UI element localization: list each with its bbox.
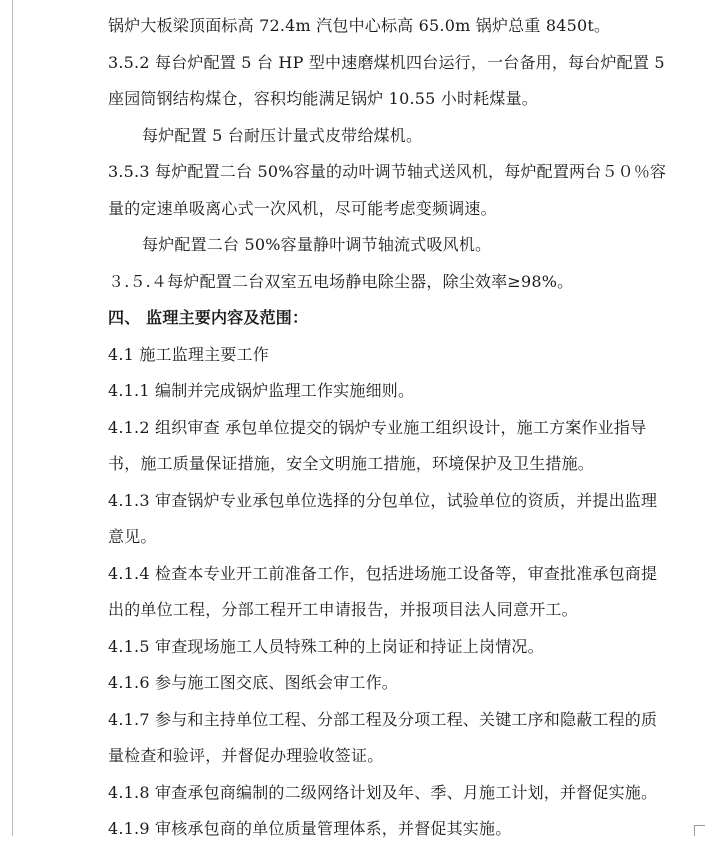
subsection-heading: 4.1 施工监理主要工作 xyxy=(108,344,269,364)
text-line: 锅炉大板梁顶面标高 72.4m 汽包中心标高 65.0m 锅炉总重 8450t。 xyxy=(108,16,611,35)
text-line: 4.1.1 编制并完成锅炉监理工作实施细则。 xyxy=(108,381,415,400)
text-line: 4.1.6 参与施工图交底、图纸会审工作。 xyxy=(108,673,398,692)
text-line: 3.5.3 每炉配置二台 50%容量的动叶调节轴式送风机，每炉配置两台５０％容 xyxy=(108,162,667,181)
text-line: 出的单位工程，分部工程开工申请报告，并报项目法人同意开工。 xyxy=(108,600,578,619)
page-corner-mark xyxy=(694,825,705,836)
text-line: 量的定速单吸离心式一次风机，尽可能考虑变频调速。 xyxy=(108,198,497,218)
document-page xyxy=(108,8,673,848)
text-line: 意见。 xyxy=(108,527,157,546)
text-line: 每炉配置 5 台耐压计量式皮带给煤机。 xyxy=(142,125,423,145)
text-line: 4.1.4 检查本专业开工前准备工作，包括进场施工设备等，审查批准承包商提 xyxy=(108,563,658,583)
text-line: 量检查和验评，并督促办理验收签证。 xyxy=(108,746,384,765)
text-line: 4.1.7 参与和主持单位工程、分部工程及分项工程、关键工序和隐蔽工程的质 xyxy=(108,709,658,729)
text-line: 4.1.8 审查承包商编制的二级网络计划及年、季、月施工计划，并督促实施。 xyxy=(108,782,658,802)
text-line: 4.1.9 审核承包商的单位质量管理体系，并督促其实施。 xyxy=(108,819,512,838)
text-line: 书，施工质量保证措施，安全文明施工措施，环境保护及卫生措施。 xyxy=(108,454,595,473)
text-line: 4.1.5 审查现场施工人员特殊工种的上岗证和持证上岗情况。 xyxy=(108,636,544,656)
text-line: 3.5.2 每台炉配置 5 台 HP 型中速磨煤机四台运行，一台备用，每台炉配置 5 xyxy=(108,52,665,72)
page-margin-line xyxy=(12,0,13,836)
text-line: 4.1.3 审查锅炉专业承包单位选择的分包单位，试验单位的资质，并提出监理 xyxy=(108,490,658,510)
text-line: 座园筒钢结构煤仓，容积均能满足锅炉 10.55 小时耗煤量。 xyxy=(108,89,538,108)
text-line: 4.1.2 组织审查 承包单位提交的锅炉专业施工组织设计，施工方案作业指导 xyxy=(108,417,647,437)
text-line: ３.５.４每炉配置二台双室五电场静电除尘器，除尘效率≥98%。 xyxy=(108,271,574,291)
text-line: 每炉配置二台 50%容量静叶调节轴流式吸风机。 xyxy=(142,235,492,254)
section-heading: 四、 监理主要内容及范围： xyxy=(108,308,309,327)
